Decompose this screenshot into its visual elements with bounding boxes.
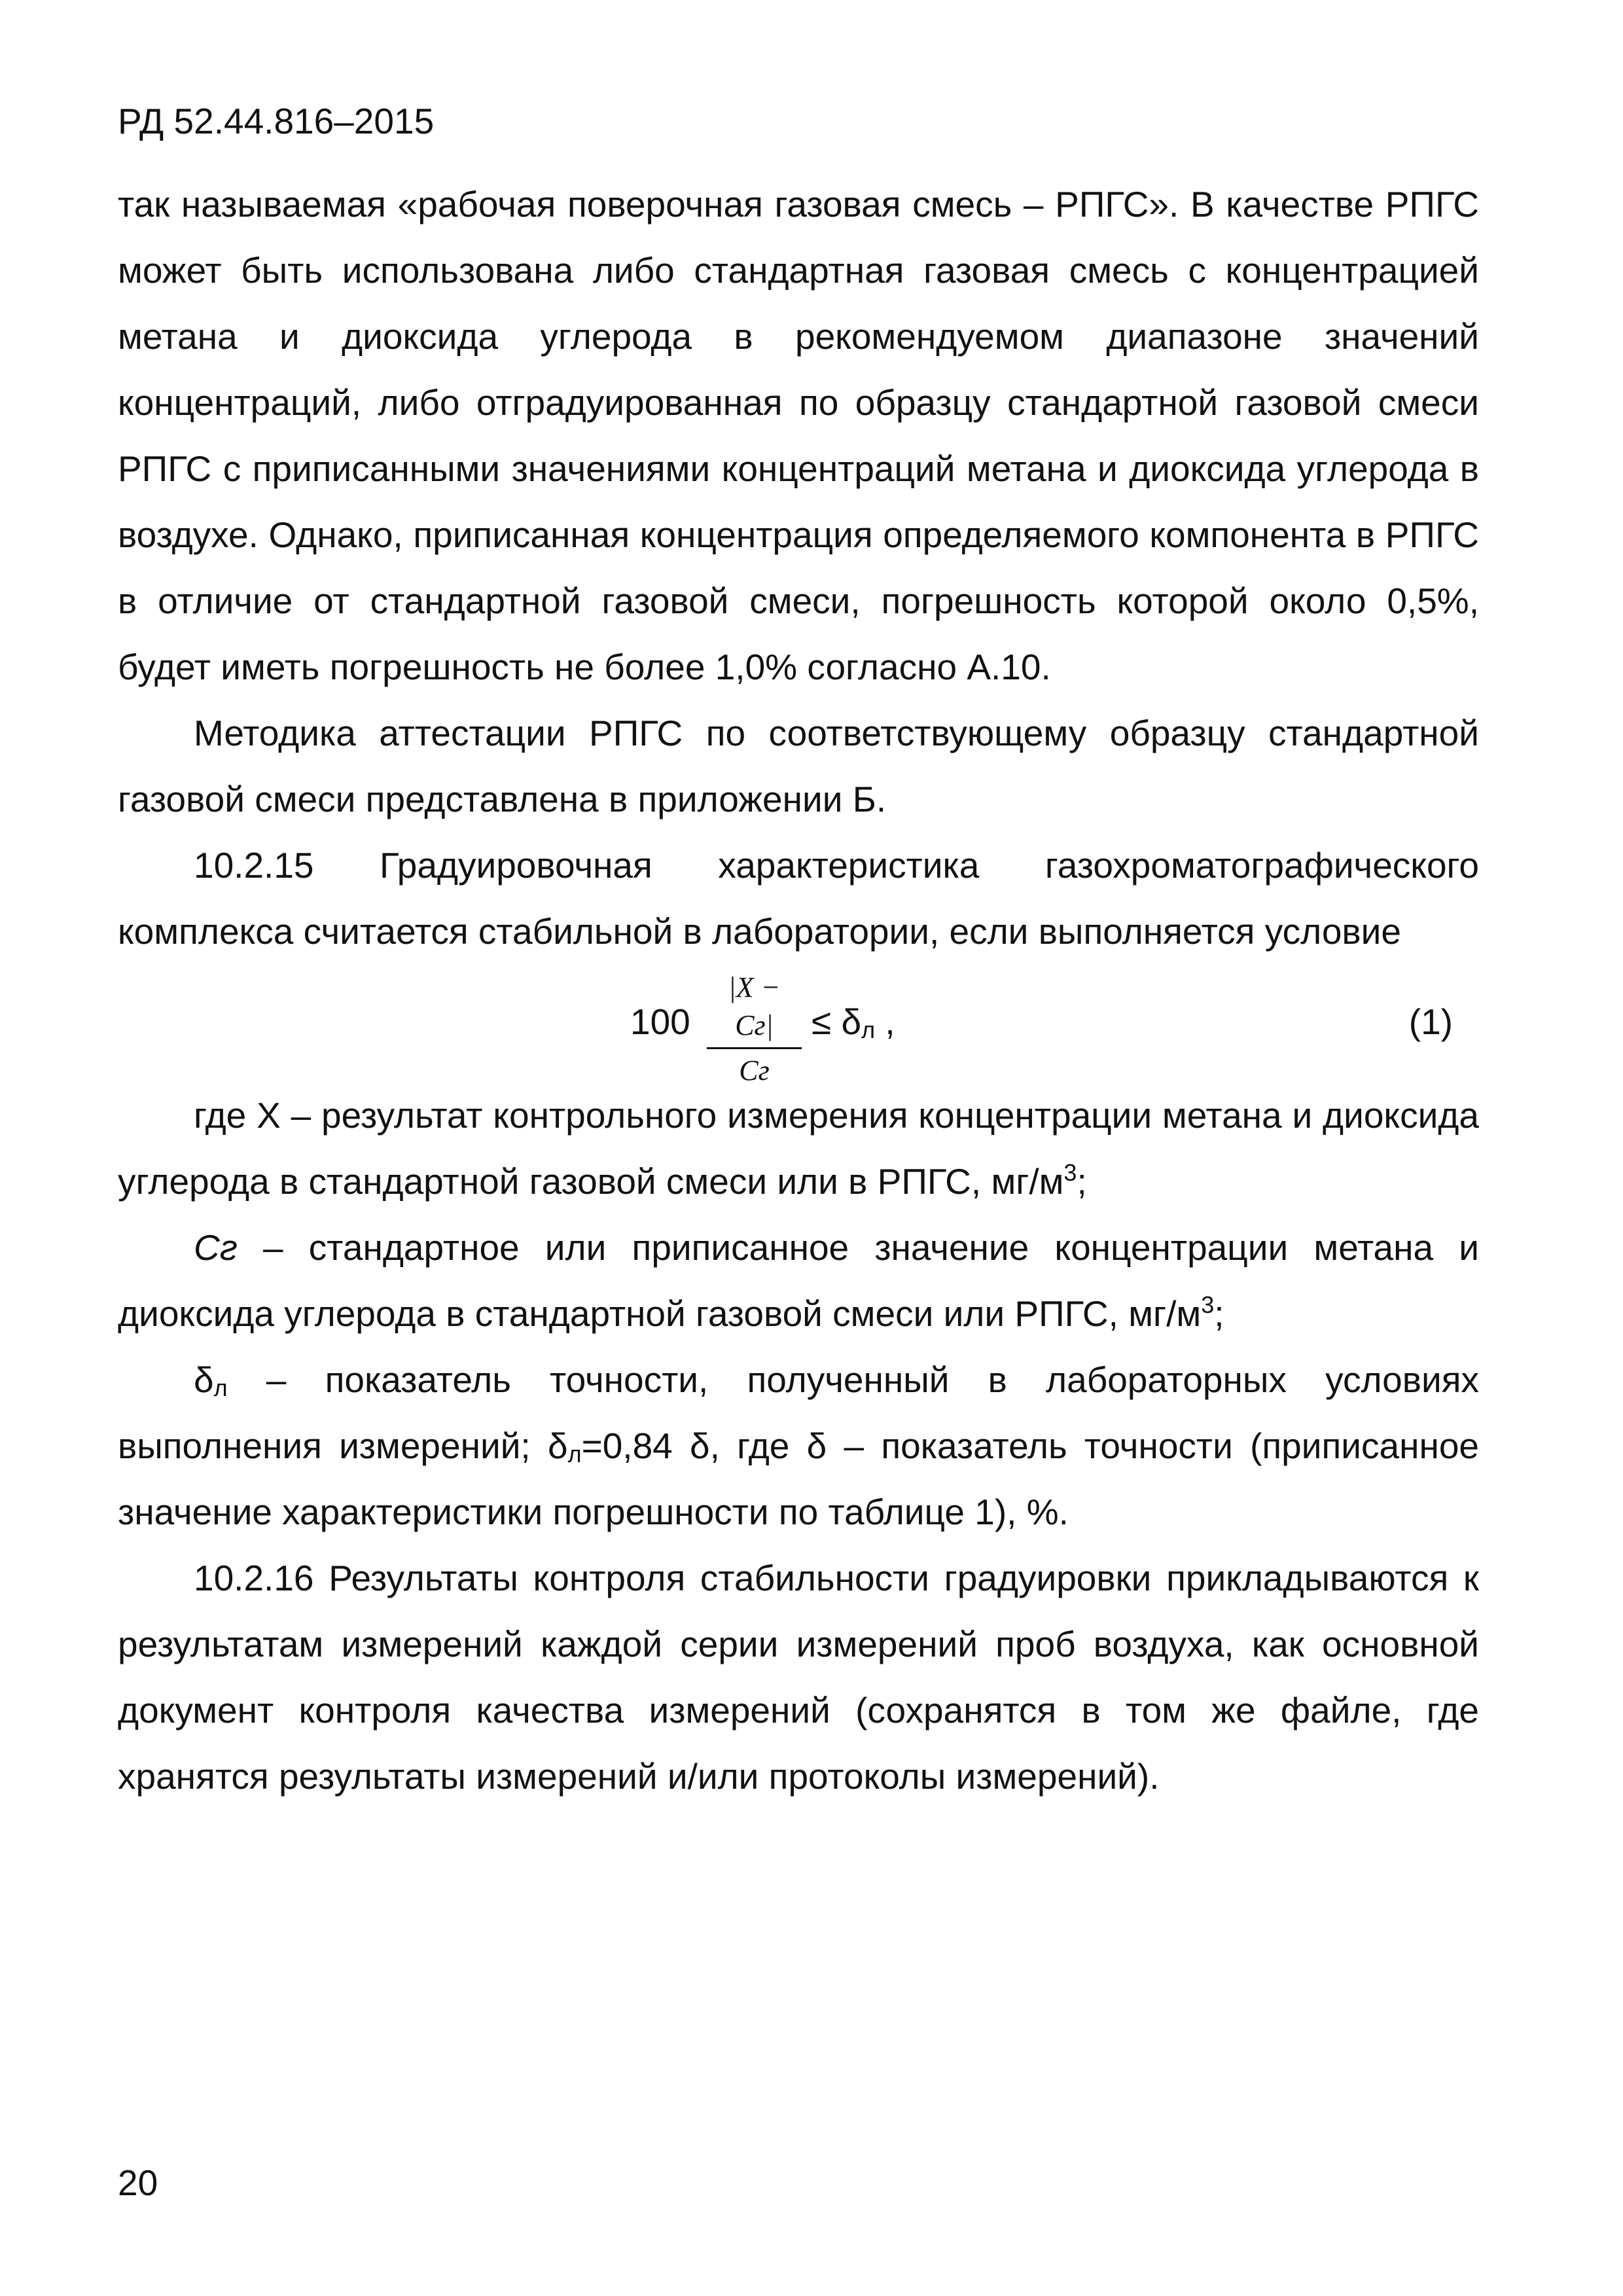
definition-delta-text1: – показатель точности, полученный в лабораторных условиях выполнения измерений; δ: [118, 1359, 1479, 1466]
formula-fraction: [707, 969, 802, 1090]
document-body: [118, 171, 1479, 1810]
definition-delta-symbol: δ: [194, 1359, 214, 1400]
paragraph-10-2-16: 10.2.16 Результаты контроля стабильности градуировки прикладываются к результатам измерений каждой серии измерений проб воздуха, как основной документ контроля качества измерений (сохранятся в том же файле, где хранятся результаты измерений и/или протоколы измерений).: [118, 1558, 1479, 1797]
page-number: 20: [118, 2162, 158, 2203]
formula-numerator: |X − Cг|: [728, 971, 781, 1041]
formula-relation: [812, 999, 895, 1045]
definition-x: [118, 1083, 1479, 1215]
formula-label: (1): [1408, 1001, 1453, 1042]
fraction-bar: [707, 1047, 802, 1049]
formula-1: [118, 965, 1479, 1086]
definition-cg-end: ;: [1214, 1293, 1224, 1334]
formula-tail: ,: [875, 1001, 895, 1042]
paragraph-10-2-15: 10.2.15 Градуировочная характеристика газохроматографического комплекса считается стабильной в лаборатории, если выполняется условие: [118, 845, 1479, 952]
definition-x-unit-sup: 3: [1063, 1159, 1077, 1186]
definition-delta-text2: =0,84 δ, где δ – показатель точности (приписанное значение характеристики погрешности по таблице 1), %.: [118, 1426, 1480, 1532]
definition-delta: [118, 1347, 1479, 1545]
definition-delta-sub2: л: [567, 1441, 582, 1467]
formula-coefficient: 100: [630, 1001, 690, 1042]
definition-delta-sub: л: [213, 1374, 228, 1401]
definition-cg: [118, 1215, 1479, 1347]
paragraph-rpgs-definition: так называемая «рабочая поверочная газовая смесь – РПГС». В качестве РПГС может быть использована либо стандартная газовая смесь с концентрацией метана и диоксида углерода в рекомендуемом диапазоне значений концентраций, либо отградуированная по образцу стандартной газовой смеси РПГС с приписанными значениями концентраций метана и диоксида углерода в воздухе. Однако, приписанная концентрация определяемого компонента в РПГС в отличие от стандартной газовой смеси, погрешность которой около 0,5%, будет иметь погрешность не более 1,0% согласно А.10.: [118, 184, 1479, 687]
definition-cg-unit-sup: 3: [1201, 1291, 1215, 1318]
formula-relation-symbol: ≤ δ: [812, 1001, 862, 1042]
definition-cg-text: – стандартное или приписанное значение концентрации метана и диоксида углерода в стандартной газовой смеси или РПГС, мг/м: [118, 1227, 1479, 1334]
document-header: РД 52.44.816–2015: [118, 101, 435, 141]
definition-cg-symbol: Cг: [194, 1227, 238, 1268]
definition-x-text: где X – результат контрольного измерения концентрации метана и диоксида углерода в стандартной газовой смеси или в РПГС, мг/м: [118, 1095, 1479, 1202]
formula-denominator: Cг: [739, 1054, 770, 1086]
paragraph-attestation-method: Методика аттестации РПГС по соответствующему образцу стандартной газовой смеси представлена в приложении Б.: [118, 713, 1479, 819]
definition-x-end: ;: [1077, 1161, 1087, 1202]
formula-relation-subscript: л: [861, 1016, 876, 1043]
